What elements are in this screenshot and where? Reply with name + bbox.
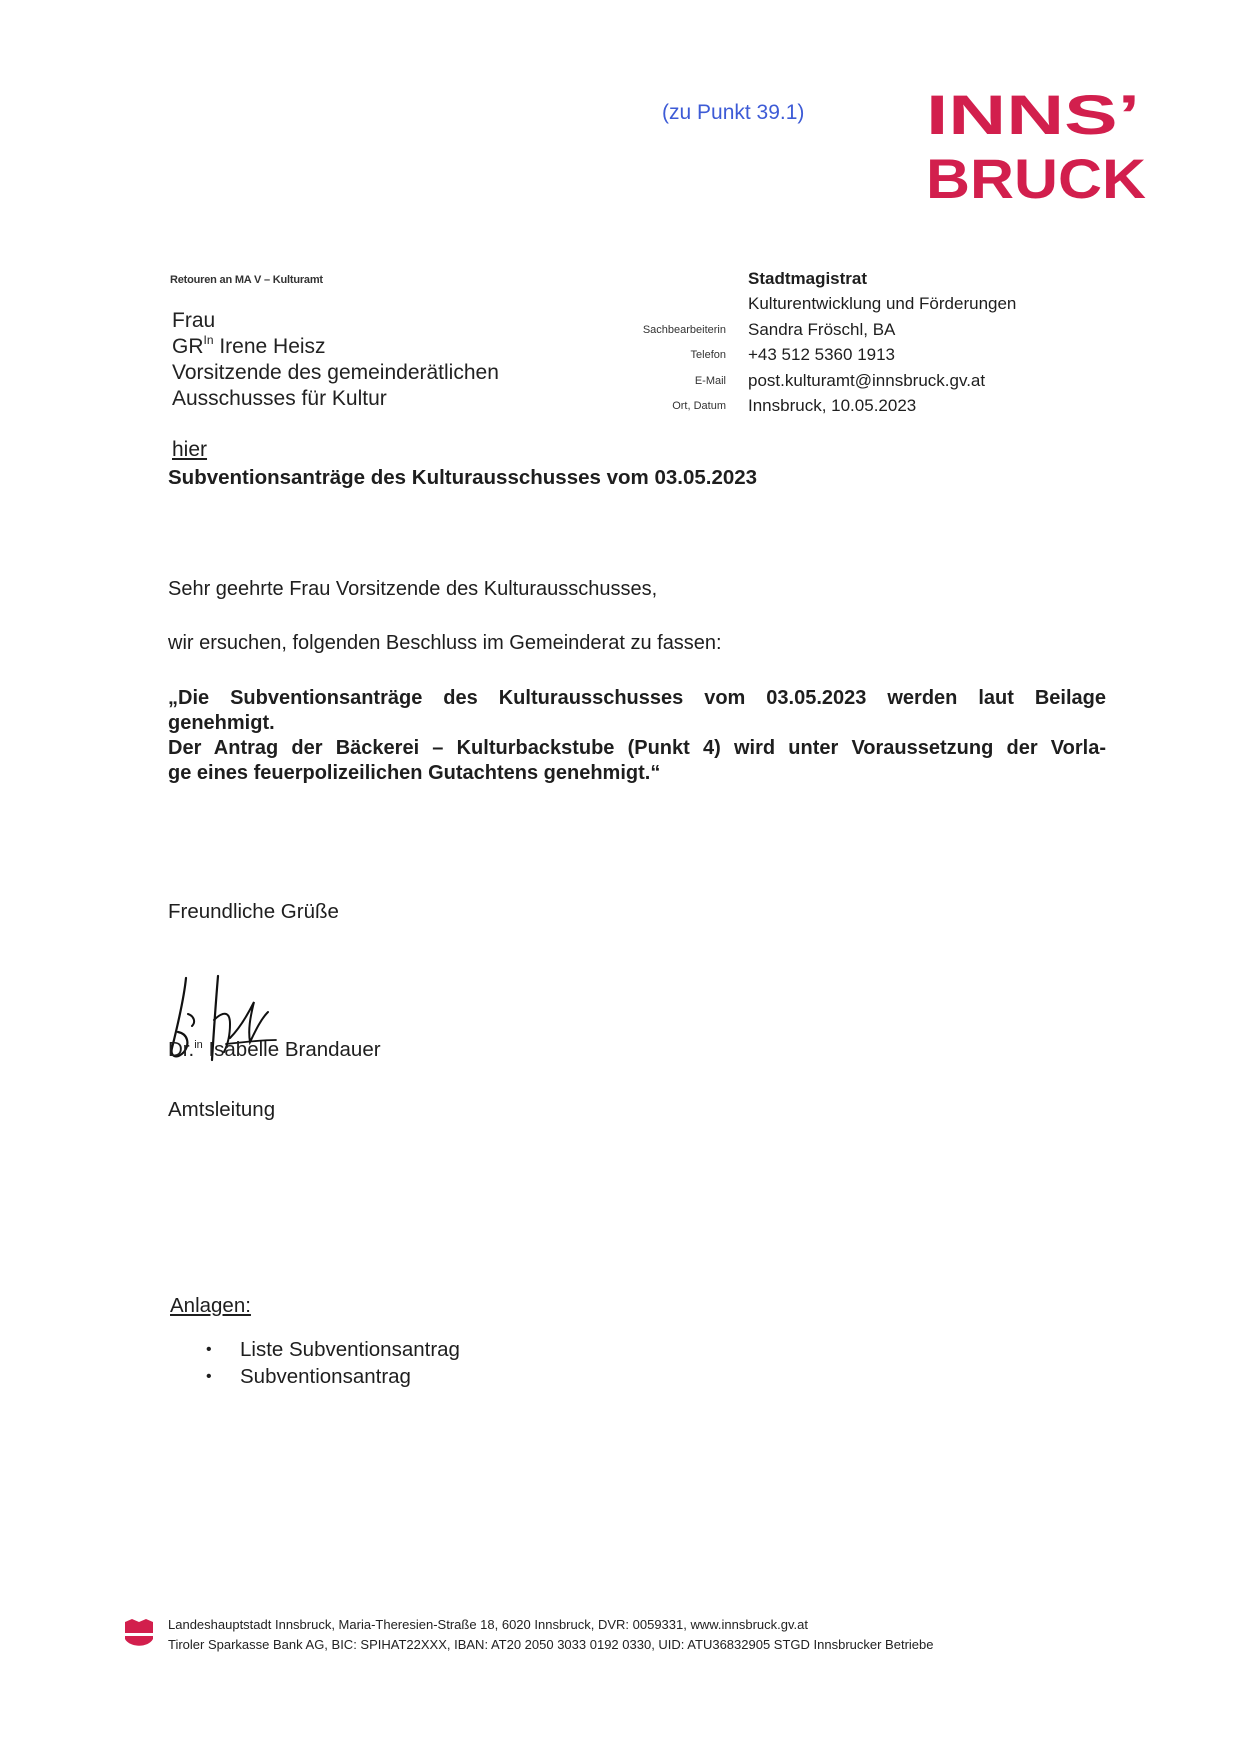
letter-salutation: Sehr geehrte Frau Vorsitzende des Kulturausschusses,: [168, 578, 658, 600]
resolution-text: [168, 686, 1106, 786]
signatory-title-suffix: in: [194, 1039, 203, 1051]
signatory-role: Amtsleitung: [168, 1098, 276, 1121]
sender-block: [630, 266, 1100, 419]
recipient-salutation: Frau: [172, 309, 216, 332]
clerk-name: Sandra Fröschl, BA: [748, 319, 896, 339]
resolution-line-2: genehmigt.: [168, 712, 275, 734]
clerk-label: Sachbearbeiterin: [642, 323, 726, 336]
attachment-label: Liste Subventionsantrag: [240, 1337, 460, 1361]
recipient-name-line: [172, 334, 499, 360]
recipient-address: [172, 308, 499, 412]
resolution-line-1: „Die Subventionsanträge des Kulturausschusses vom 03.05.2023 werden laut Beilage: [168, 687, 1106, 709]
attachments-title: Anlagen:: [170, 1294, 251, 1317]
phone-number: +43 512 5360 1913: [748, 345, 896, 365]
attachment-label: Subventionsantrag: [240, 1364, 411, 1388]
phone-label: Telefon: [690, 349, 726, 362]
recipient-title: GR: [172, 335, 204, 358]
footer-line-1: Landeshauptstadt Innsbruck, Maria-Theresien-Straße 18, 6020 Innsbruck, DVR: 0059331, www.innsbruck.gv.at: [168, 1617, 808, 1632]
list-item: [200, 1363, 460, 1390]
bullet-icon: •: [206, 1340, 212, 1358]
page-footer: [168, 1615, 933, 1655]
letter-intro: wir ersuchen, folgenden Beschluss im Gemeinderat zu fassen:: [168, 632, 722, 654]
email-address: post.kulturamt@innsbruck.gv.at: [748, 370, 986, 390]
signatory-name: [168, 1038, 381, 1062]
return-address: Retouren an MA V – Kulturamt: [170, 274, 323, 286]
recipient-title-suffix: In: [203, 333, 214, 347]
list-item: [200, 1336, 460, 1363]
bullet-icon: •: [206, 1367, 212, 1385]
place-date: Innsbruck, 10.05.2023: [748, 396, 917, 416]
attachments-list: [200, 1336, 460, 1390]
closing-greeting: Freundliche Grüße: [168, 900, 339, 923]
email-label: E-Mail: [694, 374, 726, 387]
logo-line-2: BRUCK: [926, 147, 1146, 208]
place-date-label: Ort, Datum: [672, 400, 726, 413]
recipient-name: Irene Heisz: [213, 335, 326, 358]
subject-prefix: hier: [172, 438, 208, 461]
sender-department: Kulturentwicklung und Förderungen: [748, 294, 1017, 314]
recipient-role-line-2: Ausschusses für Kultur: [172, 387, 387, 410]
innsbruck-logo: [926, 82, 1152, 208]
recipient-role-line-1: Vorsitzende des gemeinderätlichen: [172, 361, 499, 384]
signatory-full-name: Isabelle Brandauer: [202, 1038, 381, 1061]
city-emblem-icon: [124, 1618, 154, 1652]
logo-line-1: INNS’: [926, 83, 1140, 146]
signatory-title: Dr.: [168, 1038, 195, 1061]
sender-office: Stadtmagistrat: [748, 268, 868, 288]
resolution-line-3: Der Antrag der Bäckerei – Kulturbackstube (Punkt 4) wird unter Voraussetzung der Vorla-: [168, 737, 1106, 759]
footer-line-2: Tiroler Sparkasse Bank AG, BIC: SPIHAT22XXX, IBAN: AT20 2050 3033 0192 0330, UID: ATU36832905 STGD Innsbrucker Betriebe: [168, 1637, 934, 1652]
reference-note: (zu Punkt 39.1): [662, 101, 805, 124]
subject-title: Subventionsanträge des Kulturausschusses vom 03.05.2023: [168, 466, 758, 489]
resolution-line-4: ge eines feuerpolizeilichen Gutachtens genehmigt.“: [168, 762, 661, 784]
